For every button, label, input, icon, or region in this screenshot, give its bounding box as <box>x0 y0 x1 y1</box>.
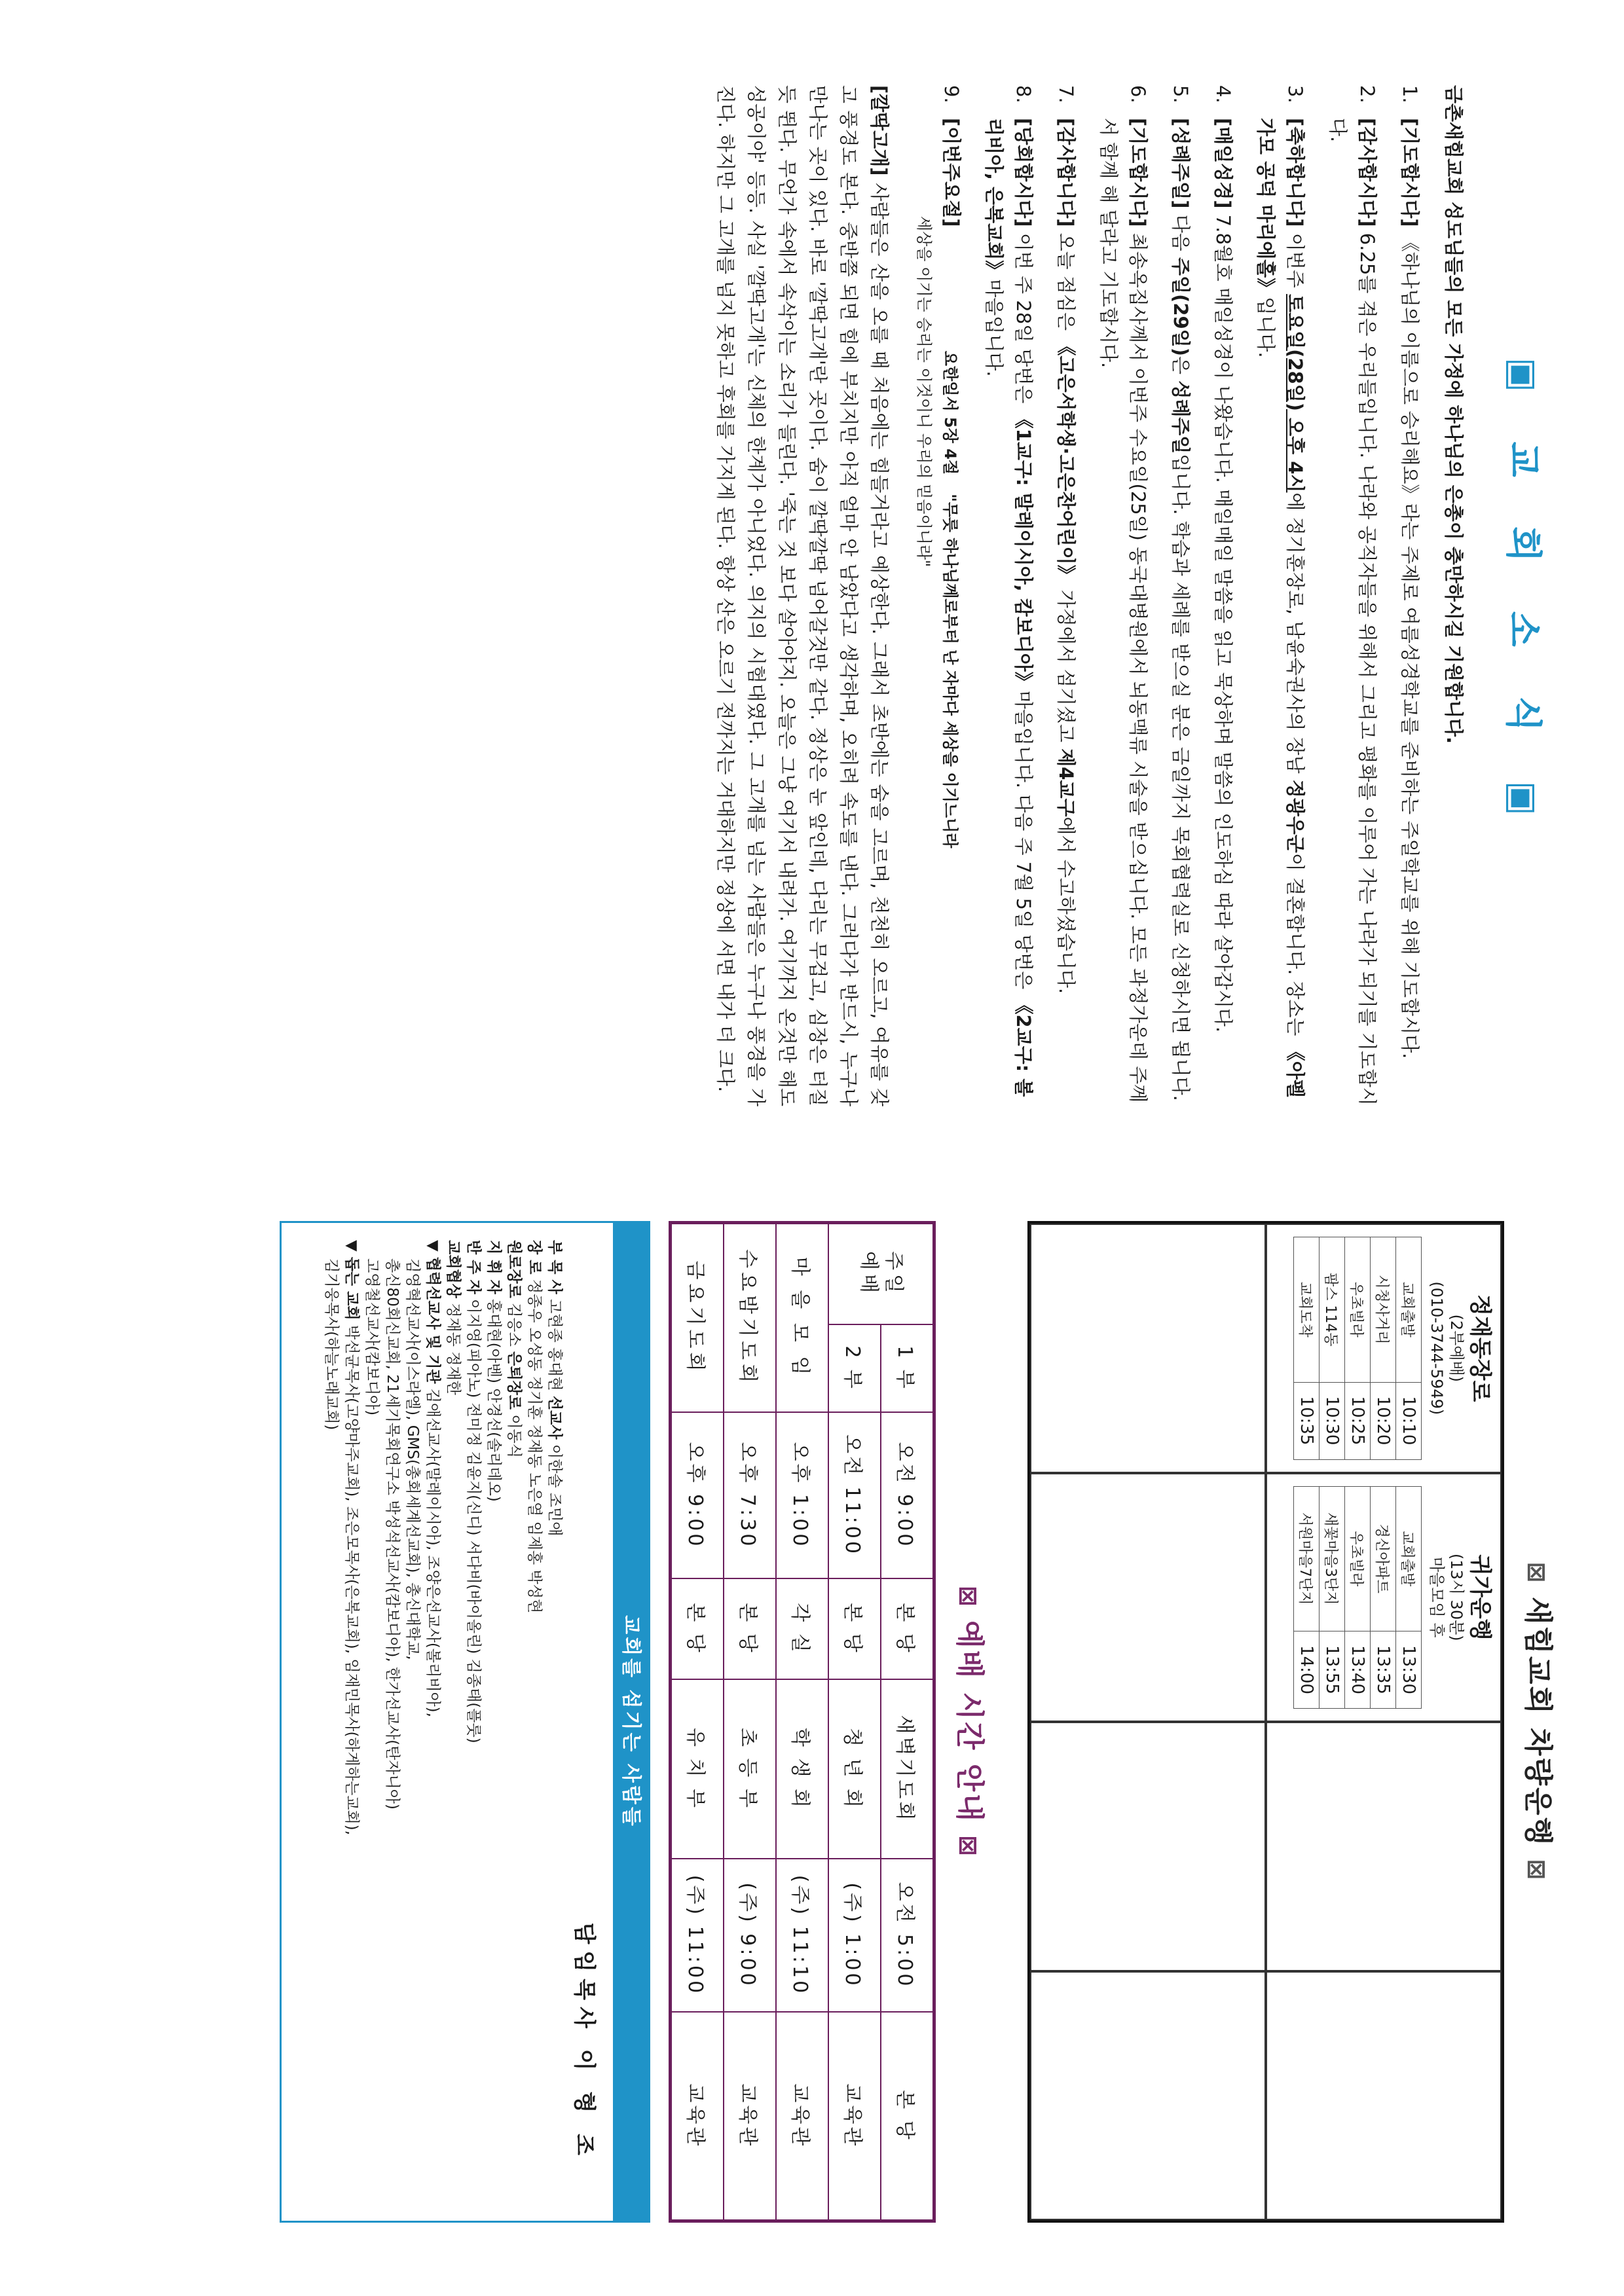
sunday-worship-label: 주일 예배 <box>828 1223 934 1325</box>
news-lead: 금촌새힘교회 성도님들의 모든 가정에 하나님의 은총이 충만하시길 기원합니다. <box>1443 85 1465 744</box>
staff-title: 교회를 섬기는 사람들 <box>613 1223 648 2221</box>
news-item: 8. [당회합시다] 이번 주 28일 당번은 《1교구: 말레이시아, 캄보디아》마을입니다. 다음 주 7월 5일 당번은 《2교구: 볼리비아, 은복교회》마을입니다. <box>983 85 1035 1097</box>
list-item: 장 로 정종우 오성동 정기훈 정재동 노은열 임제홍 박성현 <box>526 1240 543 1614</box>
bus-route-card-empty <box>1030 1473 1266 1722</box>
church-news <box>710 85 1552 1106</box>
news-title: ▣ 교 회 소 식 ▣ <box>1502 357 1544 834</box>
list-item: 부 목 사 고현종 홍대현 선교사 이한솔 조민애 <box>546 1240 563 1537</box>
route-stops-table <box>1293 1237 1422 1460</box>
essay <box>710 85 895 1106</box>
table-row: 팜스 114동 10:30 <box>1320 1237 1345 1460</box>
news-item: 4. [매일성경] 7.8월호 매일성경이 나왔습니다. 매일매일 말씀을 읽고 묵상하며 말씀의 인도하심 따라 살아갑시다. <box>1212 85 1234 1033</box>
list-item: 김영혁선교사(이스라엘), GMS(총회세계선교회), 총신대학교, <box>404 1258 421 1660</box>
list-item: ▼ 돕는 교회 박선균목사(고양마주교회), 조은모목사(은복교회), 임재민목사(하게하는교회), <box>343 1240 360 1836</box>
ornament-icon: ⊠ <box>1522 1561 1551 1585</box>
bus-route-card-empty <box>1266 1722 1502 1971</box>
ornament-icon: ⊠ <box>954 1835 983 1858</box>
verse-text: "무릇 하나님께로부터 난 자마다 세상을 이기느니라 <box>941 494 959 848</box>
verse-label: [이번주요절] <box>940 118 963 227</box>
table-row: 교회도착 10:35 <box>1294 1237 1320 1460</box>
list-item: 고영철선교사(캄보디아) <box>363 1258 380 1416</box>
news-item: 5. [성례주일] 다음 주일(29일)은 성례주일입니다. 학습과 세례를 받으실 분은 금일까지 목회협력실로 신청하시면 됩니다. <box>1170 85 1192 1101</box>
list-item: 김기웅목사(하늘노래교회) <box>323 1258 340 1430</box>
worship-section-title: ⊠ 예배 시간 안내 ⊠ <box>953 1585 986 1858</box>
list-item: 원로장로 김응소 은퇴장로 이동식 <box>506 1240 523 1458</box>
route-name: 귀가운행 <box>1467 1554 1493 1641</box>
essay-body: 사람들은 산을 오를 때 처음에는 힘들거라고 예상한다. 그래서 초반에는 숨을 고르며, 천천히 오르고, 여유를 갖고 풍경도 본다. 중반쯤 되면 힘에 부치지만 아직 얼마 안 남았다고 생각하며, 오히려 속도를 낸다. 그러다가 반드시, 누구나 만나는 곳이 있다. 바로 '깔딱고개'란 곳이다. 숨이 깔딱깔딱 넘어갈것만 같다. 정상은 눈 앞인데, 다리는 무겁고, 심장은 터질 듯 뛴다. 무언가 속에서 속삭이는 소리가 들린다. '죽는 것 보다 살아야지. 오늘은 그냥 여기서 내려가. 여기까지 온것만 해도 성공이야' 등등. 사실 '깔딱고개'는 신체의 한계가 아니었다. 의지의 시험대였다. 그 고개를 넘는 사람들은 누구나 풍경을 가진다. 하지만 그 고개를 넘지 못하고 후회를 가지게 된다. 항상 산은 오르기 전까지는 거대하지만 정상에 서면 내가 더 크다. <box>714 85 891 1106</box>
news-item: 7. [감사합니다] 오늘 점심은 《고은서학생·고은찬어린이》 가정에서 섬기셨고 제4교구에서 수고하셨습니다. <box>1055 85 1077 994</box>
list-item: 교회협상 정재동 정재한 <box>445 1240 462 1395</box>
list-item: 총신80회신교회, 21세기목회연구소 박성석선교사(캄보디아), 한가선교사(탄자니아) <box>384 1258 401 1810</box>
staff-list <box>321 1240 564 2206</box>
worship-schedule-table <box>669 1221 936 2223</box>
bus-route-card: 정재동장로 (2부예배) (010-3744-5949) 교회출발 10:10 시청사거리 10:20 우초빌라 10:25 팜스 114동 10:30 교회도착 10:35 <box>1266 1224 1502 1473</box>
table-row: 새꽃마을3단지 13:55 <box>1320 1486 1345 1709</box>
news-item: 2. [감사합시다] 6.25를 겪은 우리들입니다. 나라와 공직자들을 위해서 그리고 평화를 이루어 가는 나라가 되기를 기도합시다. <box>1327 85 1378 1106</box>
bus-route-card-empty <box>1030 1224 1266 1473</box>
table-row: 교회출발 13:30 <box>1396 1486 1422 1709</box>
news-item: 1. [기도합시다] 《하나님의 이름으로 승리해요》라는 주제로 여름성경학교를 준비하는 주일학교를 위해 기도합시다. <box>1399 85 1421 1059</box>
ornament-icon: ⊠ <box>954 1585 983 1609</box>
essay-label: [깔딱고개] <box>868 85 891 176</box>
verse-reference: 요한일서 5장 4절 <box>941 350 959 475</box>
table-row: 우초빌라 13:40 <box>1345 1486 1371 1709</box>
table-row: 주일 예배 1 부 오전 9:00 본 당 새벽기도회 오전 5:00 본 당 <box>881 1223 934 2221</box>
table-row: 서원마을7단지 14:00 <box>1294 1486 1320 1709</box>
bus-route-card-empty <box>1030 1971 1266 2221</box>
bus-section-title: ⊠ 새힘교회 차량운행 ⊠ <box>1521 1561 1555 1882</box>
verse-text-2: 세상을 이기는 승리는 이것이니 우리의 믿음이니라" <box>915 216 933 568</box>
table-row: 금요기도회 오후 9:00 본 당 유 치 부 (주) 11:00 교육관 <box>671 1223 724 2221</box>
route-name: 정재동장로 <box>1467 1294 1493 1402</box>
bus-route-card-empty <box>1266 1971 1502 2221</box>
table-row: 우초빌라 10:25 <box>1345 1237 1371 1460</box>
senior-pastor: 담임목사 이 형 조 <box>571 1922 597 2162</box>
route-stops-table <box>1293 1486 1422 1709</box>
bus-schedule-grid <box>1027 1221 1504 2223</box>
table-row: 경신아파트 13:35 <box>1371 1486 1396 1709</box>
table-row: 2 부 오전 11:00 본 당 청 년 회 (주) 1:00 교육관 <box>828 1223 881 2221</box>
table-row: 수요밤기도회 오후 7:30 본 당 초 등 부 (주) 9:00 교육관 <box>724 1223 776 2221</box>
news-item: 6. [기도합시다] 최송옥집사께서 이번주 수요일(25일) 동국대병원에서 뇌동맥류 시술을 받으십니다. 모든 과정가운데 주께서 함께 해 달라고 기도합시다. <box>1098 85 1149 1103</box>
list-item: ▼ 협력선교사 및 기관 김애선교사(말레이시아), 조양은선교사(볼리비아), <box>424 1240 441 1717</box>
bus-route-card: 귀가운행 (13시 30분) 마을모임 후 교회출발 13:30 경신아파트 13:35 우초빌라 13:40 새꽃마을3단지 13:55 서원마을7단지 14:00 <box>1266 1473 1502 1722</box>
table-row: 시청사거리 10:20 <box>1371 1237 1396 1460</box>
staff-box <box>280 1221 650 2223</box>
right-column <box>280 1221 1562 2223</box>
verse-item: 9. [이번주요절] 요한일서 5장 4절 "무릇 하나님께로부터 난 자마다 세상을 이기느니라 세상을 이기는 승리는 이것이니 우리의 믿음이니라" <box>912 85 966 1106</box>
table-row: 마 을 모 임 오후 1:00 각 실 학 생 회 (주) 11:10 교육관 <box>776 1223 828 2221</box>
table-row: 교회출발 10:10 <box>1396 1237 1422 1460</box>
news-item: 3. [축하합니다] 이번주 토요일(28일) 오후 4시에 정기훈장로, 남윤숙권사의 장남 정광우군이 결혼합니다. 장소는 《아펠가모 공덕 마리에홀》입니다. <box>1255 85 1306 1098</box>
ornament-icon: ⊠ <box>1522 1859 1551 1882</box>
list-item: 지 휘 자 홍대현(아벤) 안경선(솔리데오) <box>485 1240 502 1502</box>
bus-route-card-empty <box>1030 1722 1266 1971</box>
list-item: 반 주 자 이지영(피아노) 전미정 김윤지(신디) 서다비(바이올린) 김종태(플룻) <box>465 1240 482 1743</box>
